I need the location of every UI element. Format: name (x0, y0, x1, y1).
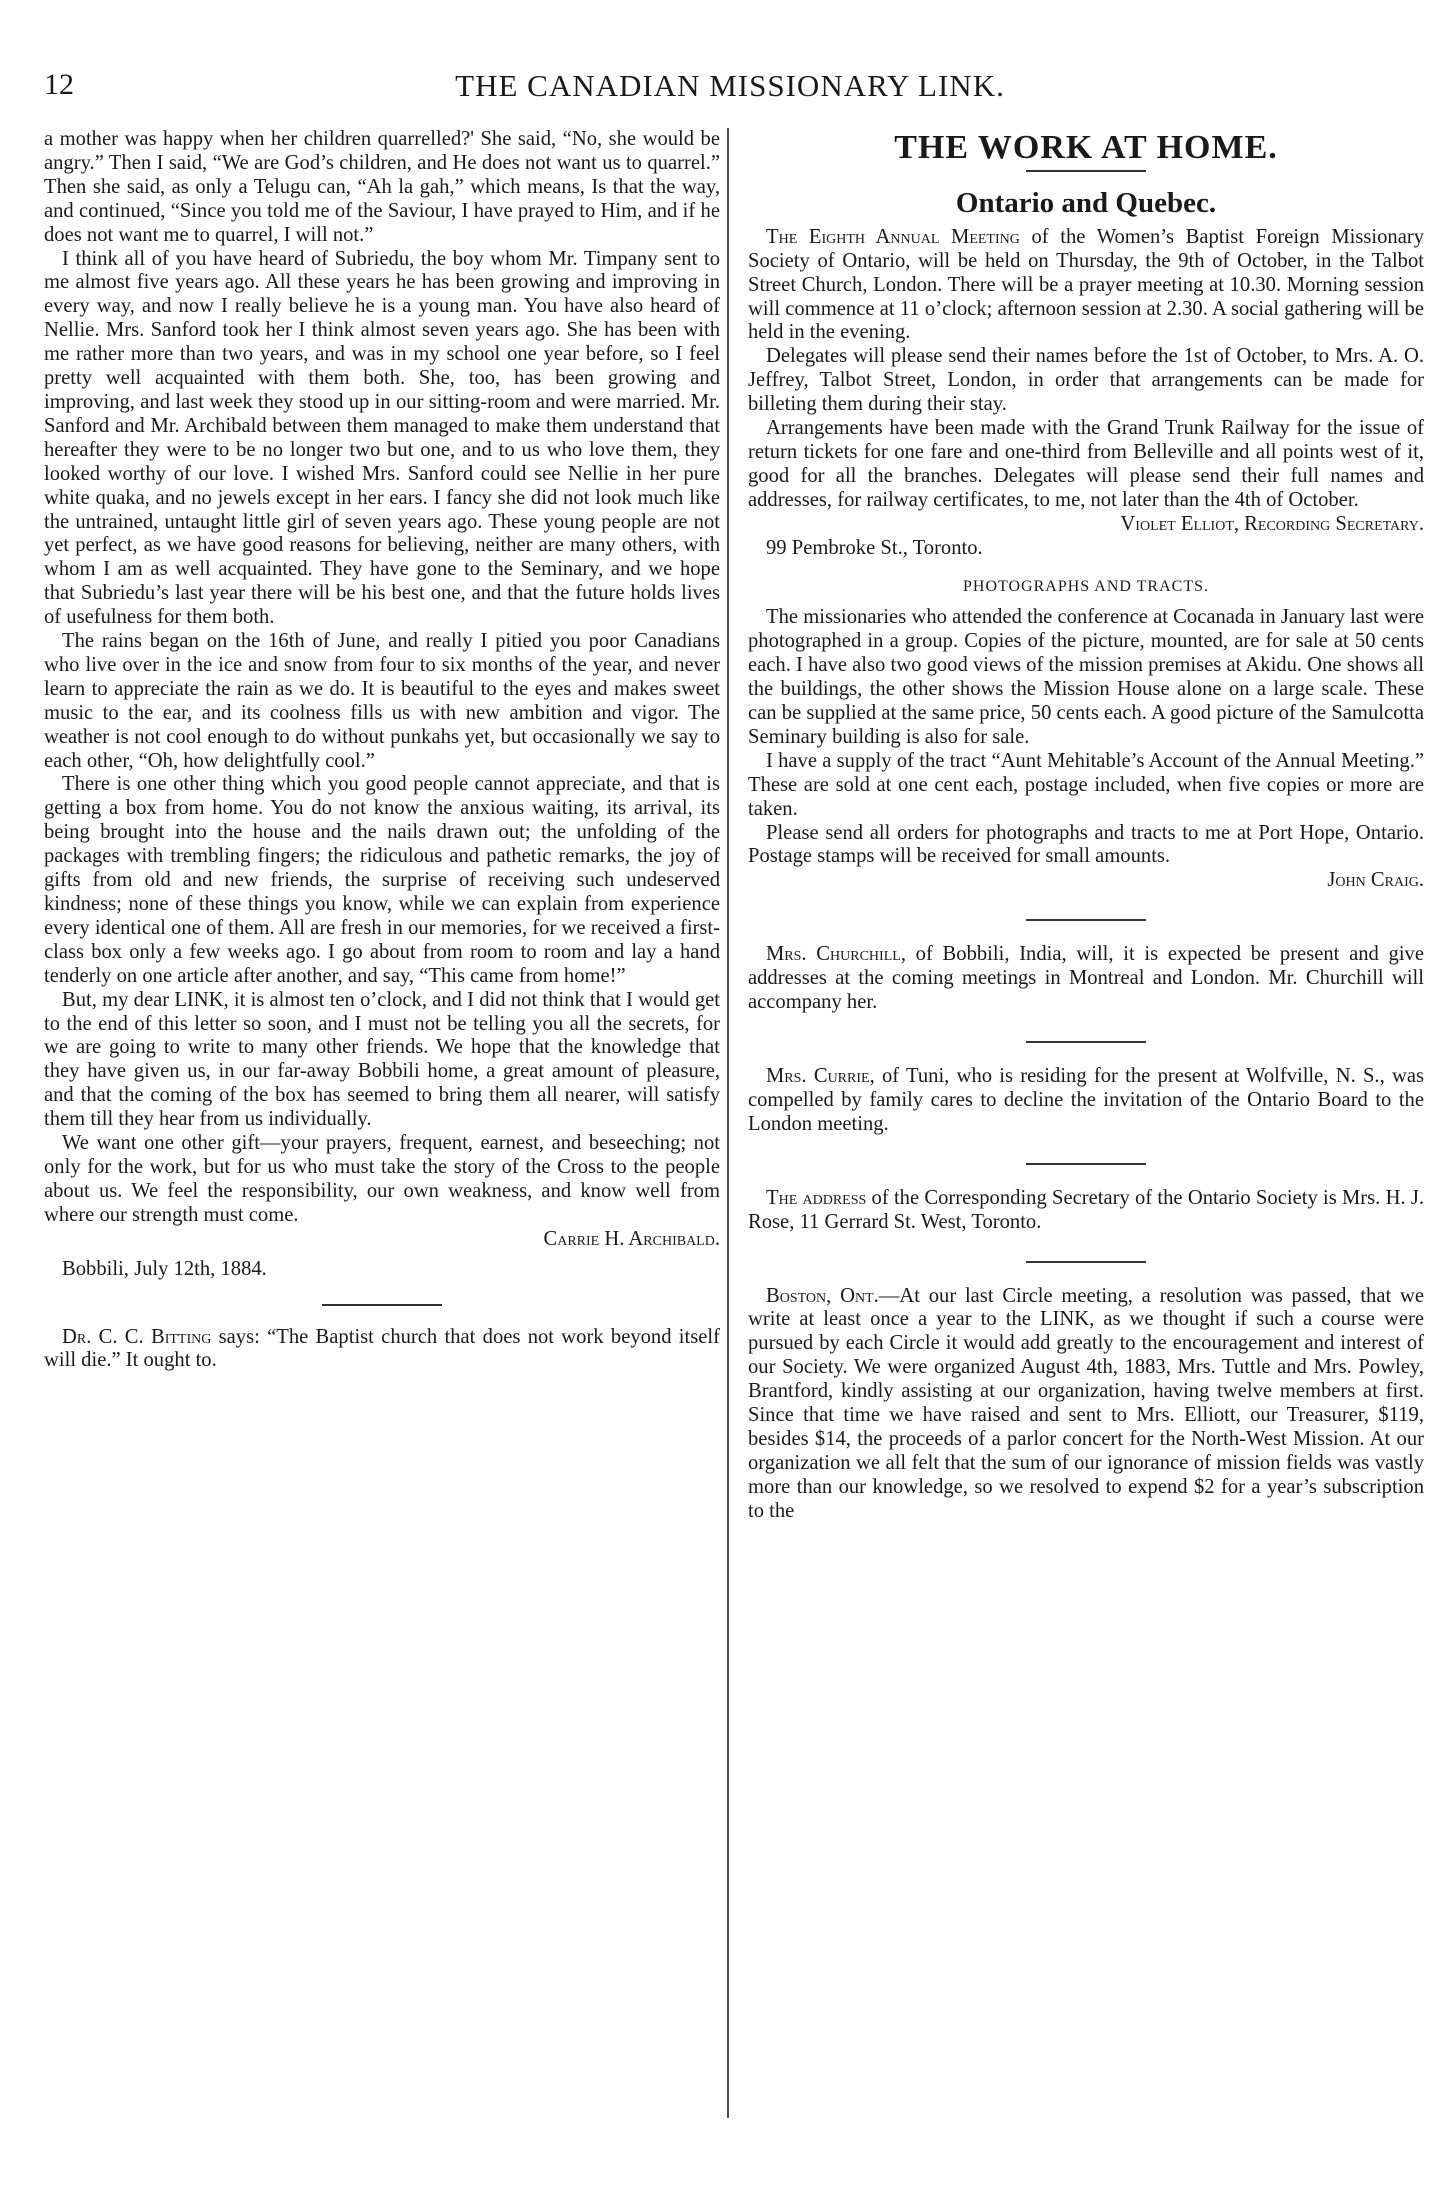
letter-paragraph: There is one other thing which you good people cannot appreciate, and that is getting a box from home. You do not know the anxious waiting, its arrival, its being brought into the house and the nails drawn out; the unfolding of the packages with trembling fingers; the ridiculous and pathetic remarks, the joy of gifts from old and new friends, the surprise of receiving such undeserved kindness; none of these things you know, while we can explain from experience every identical one of them. All are fresh in our memories, for we received a first-class box only a few weeks ago. I go about from room to room and lay a hand tenderly on one article after another, and say, “This came from home!” (44, 773, 720, 987)
churchill-lead: Mrs. Churchill (766, 943, 901, 966)
letter-signature: Carrie H. Archibald. (543, 1227, 720, 1250)
column-divider (727, 128, 729, 2118)
subsection-title: Ontario and Quebec. (955, 186, 1217, 219)
photos-heading: PHOTOGRAPHS AND TRACTS. (962, 577, 1209, 595)
meeting-text: of the Women’s Baptist Foreign Missionary Society of Ontario, will be held on Thursday, the 9th of October, in the Talbot Street Church, London. There will be a prayer meeting at 10.30. Morning session will commence at 11 o’clock; afternoon session at 2.30. A social gathering will be held in the evening. (748, 225, 1424, 344)
currie-text: , of Tuni, who is residing for the present at Wolfville, N. S., was compelled by family cares to decline the invitation of the Ontario Board to the London meeting. (748, 1065, 1424, 1135)
churchill-text: , of Bobbili, India, will, it is expected be present and give addresses at the coming meetings in Montreal and London. Mr. Churchill will accompany her. (748, 943, 1424, 1014)
section-divider (1026, 1163, 1146, 1165)
boston-text: —At our last Circle meeting, a resolution was passed, that we write at least once a year to the LINK, as we thought if such a course were pursued by each Circle it would add greatly to the encouragement and interest of our Society. We were organized August 4th, 1883, Mrs. Tuttle and Mrs. Powley, Brantford, kindly assisting at our organization, having twelve members at first. Since that time we have raised and sent to Mrs. Elliott, our Treasurer, $119, besides $14, the proceeds of a parlor concert for the North-West Mission. At our organization we all felt that the sum of our ignorance of mission fields was vastly more than our knowledge, so we resolved to expend $2 for a year’s subscription to the (748, 1284, 1424, 1522)
section-divider (1026, 1041, 1146, 1043)
letter-paragraph: But, my dear LINK, it is almost ten o’clock, and I did not think that I would get to the end of this letter so soon, and I must not be telling you all the secrets, for we are going to write to many other friends. We hope that the knowledge that they have given us, in our far-away Bobbili home, a great amount of pleasure, and that the coming of the box has seemed to bring them all nearer, will satisfy them till they hear from us individually. (44, 988, 720, 1131)
churchill-note (748, 943, 1424, 1015)
letter-dateline: Bobbili, July 12th, 1884. (62, 1257, 267, 1280)
photos-signature: John Craig. (1327, 869, 1424, 892)
bitting-name: Dr. C. C. Bitting (62, 1325, 212, 1348)
section-divider (322, 1304, 442, 1306)
boston-lead: Boston, Ont. (766, 1284, 879, 1307)
bitting-note (44, 1326, 720, 1374)
left-column (44, 128, 720, 1373)
page-number: 12 (44, 68, 74, 101)
letter-paragraph: a mother was happy when her children quarrelled?' She said, “No, she would be angry.” Then I said, “We are God’s children, and He does not want us to quarrel.” Then she said, as only a Telugu can, “Ah la gah,” which means, Is that the way, and continued, “Since you told me of the Saviour, I have prayed to Him, and if he does not want me to quarrel, I will not.” (44, 128, 720, 246)
boston-note (748, 1285, 1424, 1524)
currie-note (748, 1065, 1424, 1137)
section-divider (1026, 919, 1146, 921)
tracts-paragraph: I have a supply of the tract “Aunt Mehitable’s Account of the Annual Meeting.” These are sold at one cent each, postage included, when five copies or more are taken. (748, 749, 1424, 820)
section-divider (1026, 1261, 1146, 1263)
currie-lead: Mrs. Currie (766, 1065, 870, 1087)
letter-paragraph: The rains began on the 16th of June, and really I pitied you poor Canadians who live over in the ice and snow from four to six months of the year, and never learn to appreciate the rain as we do. It is beautiful to the eyes and makes sweet music to the ear, and its coolness fills us with new ambition and vigor. The weather is not cool enough to do without punkahs yet, but occasionally we say to each other, “Oh, how delightfully cool.” (44, 630, 720, 772)
meeting-address: 99 Pembroke St., Toronto. (766, 536, 983, 559)
address-lead: The address (766, 1186, 867, 1209)
photos-paragraph: The missionaries who attended the conference at Cocanada in January last were photographed in a group. Copies of the picture, mounted, are for sale at 50 cents each. I have also two good views of the mission premises at Akidu. One shows all the buildings, the other shows the Mission House alone on a large scale. These can be supplied at the same price, 50 cents each. A good picture of the Samulcotta Seminary building is also for sale. (748, 606, 1424, 748)
page-header (44, 68, 1416, 112)
section-title: THE WORK AT HOME. (894, 129, 1278, 166)
address-text: of the Corresponding Secretary of the Ontario Society is Mrs. H. J. Rose, 11 Gerrard St. West, Toronto. (748, 1186, 1425, 1233)
bitting-text: says: “The Baptist church that does not work beyond itself will die.” It ought to. (44, 1325, 720, 1372)
running-title: THE CANADIAN MISSIONARY LINK. (455, 68, 1005, 103)
letter-paragraph: I think all of you have heard of Subriedu, the boy whom Mr. Timpany sent to me almost five years ago. All these years he has been growing and improving in every way, and now I really believe he is a young man. You have also heard of Nellie. Mrs. Sanford took her I think almost seven years ago. She has been with me rather more than two years, and was in my school one year before, so I feel pretty well acquainted with them both. She, too, has been growing and improving, and last week they stood up in our sitting-room and were married. Mr. Sanford and Mr. Archibald between them managed to make them understand that hereafter they were to be no longer two but one, and to us who love them, they looked worthy of our love. I wished Mrs. Sanford could see Nellie in her pure white quaka, and no jewels except in her ears. I fancy she did not look much like the untrained, untaught little girl of seven years ago. These young people are not yet perfect, as we have good reasons for believing, neither are many others, with whom I am as well acquainted. They have gone to the Seminary, and we hope that Subriedu’s last year there will be his best one, and that the future holds lives of usefulness for them both. (44, 247, 720, 629)
railway-paragraph: Arrangements have been made with the Grand Trunk Railway for the issue of return tickets for one fare and one-third from Belleville and all points west of it, good for all the branches. Delegates will please send their full names and addresses, for railway certificates, to me, not later than the 4th of October. (748, 417, 1424, 511)
meeting-lead: The Eighth Annual Meeting (766, 225, 1020, 248)
meeting-notice (748, 226, 1424, 346)
orders-paragraph: Please send all orders for photographs and tracts to me at Port Hope, Ontario. Postage stamps will be received for small amounts. (748, 821, 1424, 868)
delegates-paragraph: Delegates will please send their names before the 1st of October, to Mrs. A. O. Jeffrey, Talbot Street, London, in order that arrangements can be made for billeting them during their stay. (748, 345, 1424, 416)
address-note (748, 1187, 1424, 1235)
letter-paragraph: We want one other gift—your prayers, frequent, earnest, and beseeching; not only for the work, but for us who must take the story of the Cross to the people about us. We feel the responsibility, our own weakness, and know well from where our strength must come. (44, 1132, 720, 1226)
title-rule (1026, 170, 1146, 172)
meeting-signature: Violet Elliot, Recording Secretary. (1120, 512, 1424, 535)
right-column (748, 128, 1424, 1524)
